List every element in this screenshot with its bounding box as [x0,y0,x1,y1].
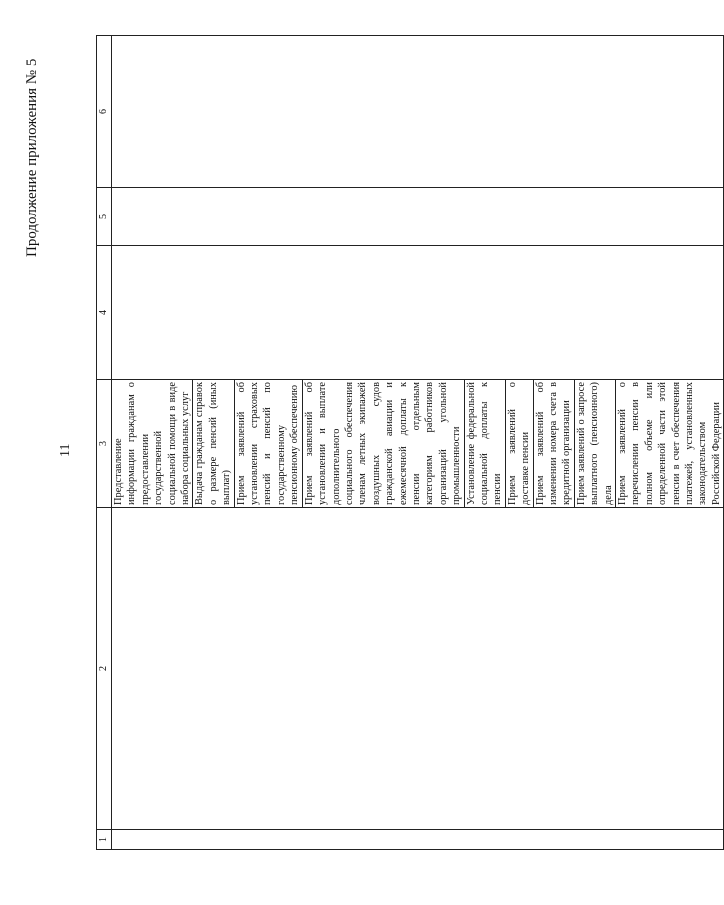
empty-cell [112,246,724,380]
service-cell: Представление информации гражданам о предоставлении государственной социальной помощи в виде набора социальных услуг [112,380,193,508]
service-cell: Прием заявлений о доставке пенсии [505,380,533,508]
number-cell [112,830,724,850]
service-cell: Прием заявлений о запросе выплатного (пенсионного) дела [574,380,615,508]
page-number: 11 [58,443,73,457]
empty-cell [112,508,724,830]
column-number: 3 [97,380,112,508]
table-row [112,36,193,850]
column-number: 6 [97,36,112,188]
empty-cell [112,188,724,246]
column-number: 5 [97,188,112,246]
service-cell: Прием заявлений о перечислении пенсии в полном объеме или определенной части этой пенсии в счет обеспечения платежей, установленных законодательством Российской Федерации [616,380,724,508]
service-cell: Прием заявлений об изменении номера счета в кредитной организации [533,380,574,508]
service-cell: Прием заявлений об установлении и выплате дополнительного социального обеспечения членам летных экипажей воздушных судов гражданской авиации и ежемесячной доплаты к пенсии отдельным категориям работников организаций угольной промышленности [302,380,464,508]
services-table [96,35,724,850]
column-number-row [97,36,112,850]
empty-cell [112,36,724,188]
service-cell: Выдача гражданам справок о размере пенсий (иных выплат) [193,380,234,508]
service-cell: Установление федеральной социальной доплаты к пенсии [464,380,505,508]
column-number: 4 [97,246,112,380]
column-number: 1 [97,830,112,850]
service-cell: Прием заявлений об установлении страховых пенсий и пенсий по государственному пенсионному обеспечению [234,380,302,508]
continuation-heading: Продолжение приложения № 5 [24,58,40,257]
column-number: 2 [97,508,112,830]
